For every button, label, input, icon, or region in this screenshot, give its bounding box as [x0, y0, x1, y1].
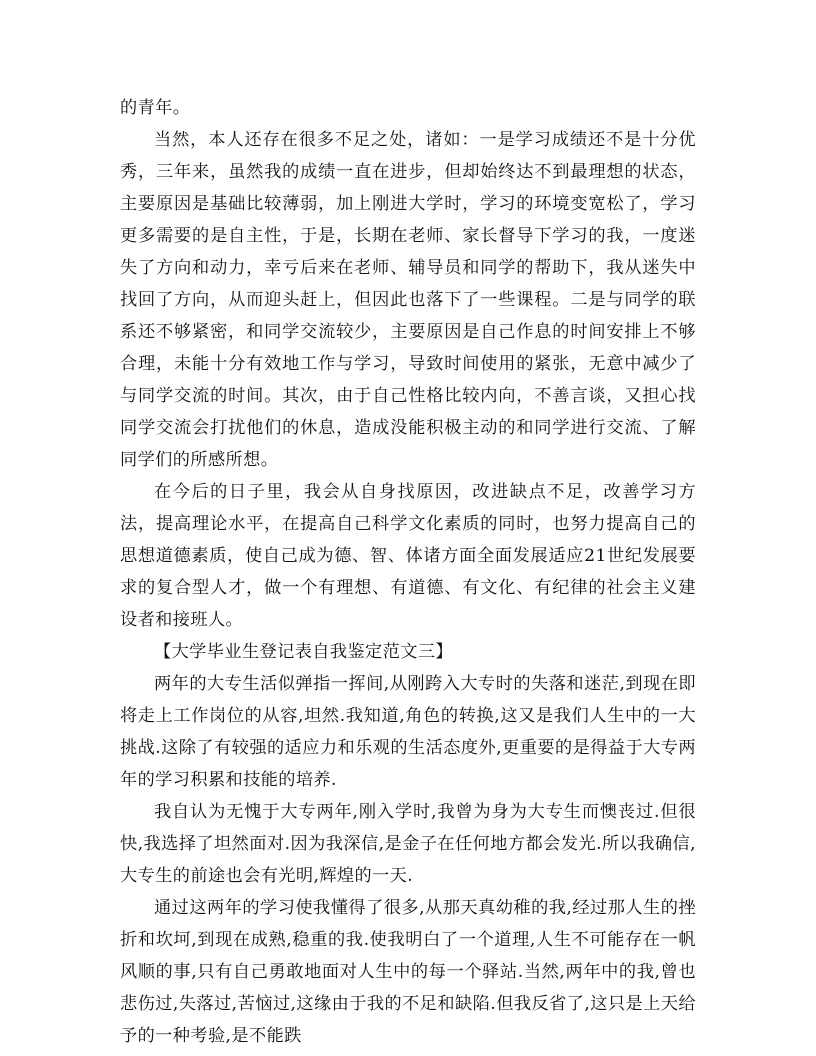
- paragraph-college-life: 两年的大专生活似弹指一挥间,从刚跨入大专时的失落和迷茫,到现在即将走上工作岗位的从容,坦然.我知道,角色的转换,这又是我们人生中的一大挑战.这除了有较强的适应力和乐观的生活态度外,更重要的是得益于大专两年的学习积累和技能的培养.: [120, 674, 696, 790]
- paragraph-future-plans: 在今后的日子里，我会从自身找原因，改进缺点不足，改善学习方法，提高理论水平，在提高自己科学文化素质的同时，也努力提高自己的思想道德素质，使自己成为德、智、体诸方面全面发展适应21世纪发展要求的复合型人才，做一个有理想、有道德、有文化、有纪律的社会主义建设者和接班人。: [120, 482, 696, 630]
- paragraph-growth: 通过这两年的学习使我懂得了很多,从那天真幼稚的我,经过那人生的挫折和坎坷,到现在成熟,稳重的我.使我明白了一个道理,人生不可能存在一帆风顺的事,只有自己勇敢地面对人生中的每一个驿站.当然,两年中的我,曾也悲伤过,失落过,苦恼过,这缘由于我的不足和缺陷.但我反省了,这只是上天给予的一种考验,是不能跌: [120, 898, 696, 1046]
- section-heading: 【大学毕业生登记表自我鉴定范文三】: [154, 642, 453, 662]
- paragraph-continuation: 的青年。: [120, 98, 191, 118]
- paragraph-shortcomings: 当然，本人还存在很多不足之处，诸如：一是学习成绩还不是十分优秀，三年来，虽然我的成绩一直在进步，但却始终达不到最理想的状态，主要原因是基础比较薄弱，加上刚进大学时，学习的环境变宽松了，学习更多需要的是自主性，于是，长期在老师、家长督导下学习的我，一度迷失了方向和动力，幸亏后来在老师、辅导员和同学的帮助下，我从迷失中找回了方向，从而迎头赶上，但因此也落下了一些课程。二是与同学的联系还不够紧密，和同学交流较少，主要原因是自己作息的时间安排上不够合理，未能十分有效地工作与学习，导致时间使用的紧张，无意中减少了与同学交流的时间。其次，由于自己性格比较内向，不善言谈，又担心找同学交流会打扰他们的休息，造成没能积极主动的和同学进行交流、了解同学们的所感所想。: [120, 130, 696, 470]
- paragraph-self-assessment: 我自认为无愧于大专两年,刚入学时,我曾为身为大专生而懊丧过.但很快,我选择了坦然面对.因为我深信,是金子在任何地方都会发光.所以我确信,大专生的前途也会有光明,辉煌的一天.: [120, 802, 696, 886]
- document-body: [120, 92, 696, 1052]
